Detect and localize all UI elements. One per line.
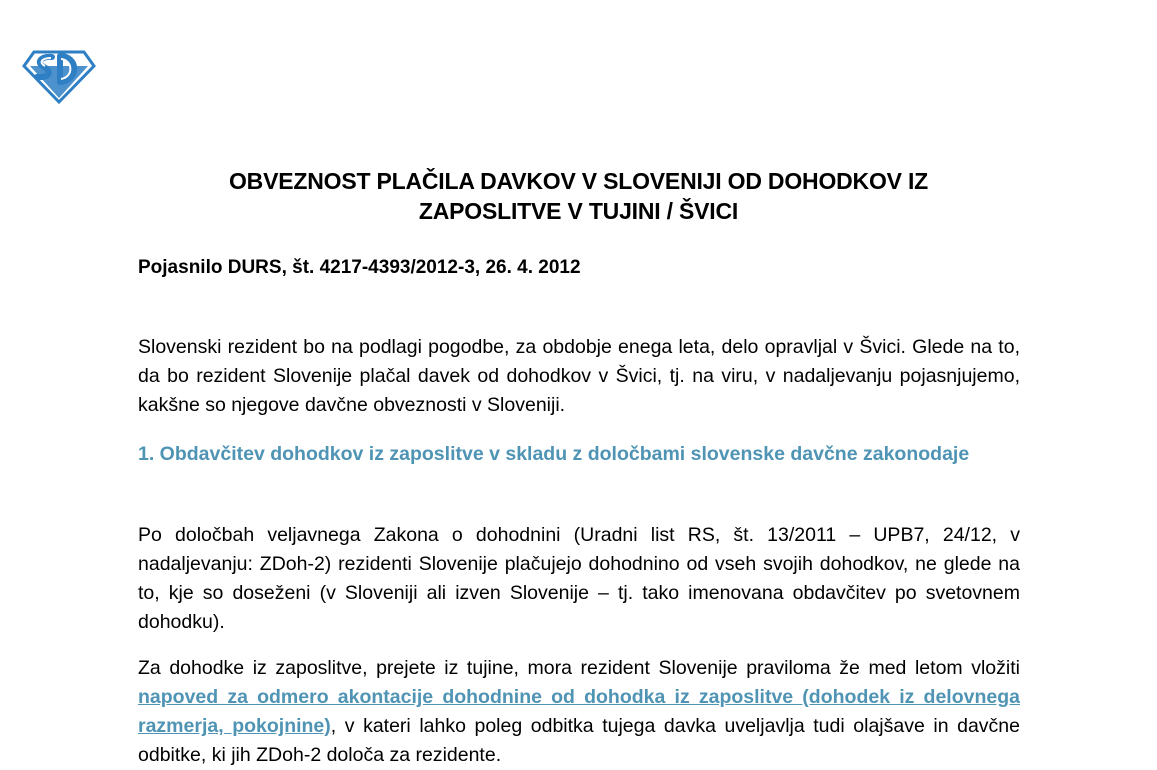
paragraph-text-start: Za dohodke iz zaposlitve, prejete iz tujine, mora rezident Slovenije praviloma že med letom vložiti	[138, 657, 1020, 679]
paragraph-text-end: , v kateri lahko poleg odbitka tujega davka uveljavlja tudi olajšave in davčne odbitke, ki jih ZDoh-2 določa za rezidente.	[138, 715, 1020, 766]
section-heading: 1. Obdavčitev dohodkov iz zaposlitve v skladu z določbami slovenske davčne zakonodaje	[138, 443, 970, 465]
company-logo	[22, 50, 96, 104]
section-paragraph-1: Po določbah veljavnega Zakona o dohodnini (Uradni list RS, št. 13/2011 – UPB7, 24/12, v nadaljevanju: ZDoh-2) rezidenti Slovenije plačujejo dohodnino od vseh svojih dohodkov, ne glede na to, kje so doseženi (v Sloveniji ali izven Slovenije – tj. tako imenovana obdavčitev po svetovnem dohodku).	[138, 524, 1020, 633]
sd-diamond-logo-icon	[22, 50, 96, 104]
intro-paragraph: Slovenski rezident bo na podlagi pogodbe, za obdobje enega leta, delo opravljal v Švici. Glede na to, da bo rezident Slovenije plačal davek od dohodkov v Švici, tj. na viru, v nadaljevanju pojasnjujemo, kakšne so njegove davčne obveznosti v Sloveniji.	[138, 336, 1020, 416]
title-line-2: ZAPOSLITVE V TUJINI / ŠVICI	[418, 198, 739, 224]
document-title	[80, 166, 1077, 226]
title-line-1: OBVEZNOST PLAČILA DAVKOV V SLOVENIJI OD DOHODKOV IZ	[228, 168, 929, 194]
document-subtitle: Pojasnilo DURS, št. 4217-4393/2012-3, 26. 4. 2012	[138, 257, 581, 278]
section-paragraph-2	[138, 654, 1020, 770]
tax-return-form-link[interactable]: napoved za odmero akontacije dohodnine od dohodka iz zaposlitve (dohodek iz delovnega razmerja, pokojnine)	[138, 686, 1020, 737]
